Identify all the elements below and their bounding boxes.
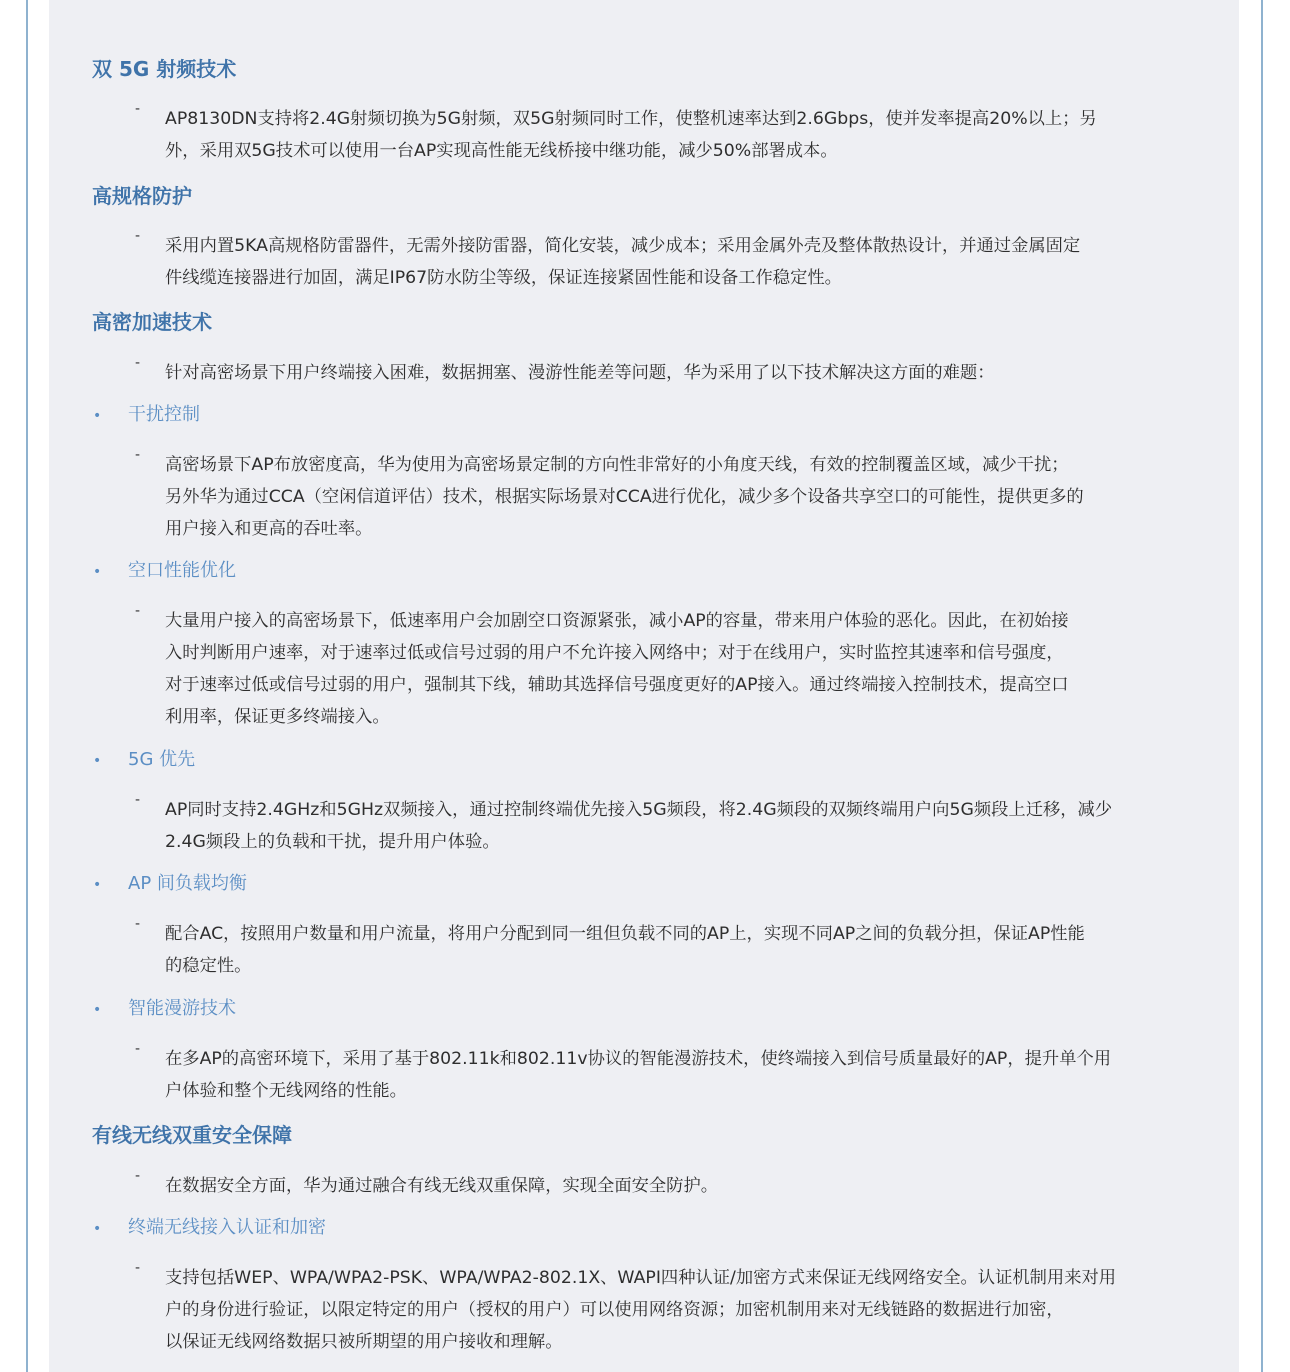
paragraph-line: 高密场景下AP布放密度高，华为使用为高密场景定制的方向性非常好的小角度天线，有效的控制覆盖区域，减少干扰； — [165, 455, 1069, 475]
bullet-label: 智能漫游技术 — [128, 998, 236, 1019]
paragraph-line: 支持包括WEP、WPA/WPA2-PSK、WPA/WPA2-802.1X、WAPI四种认证/加密方式来保证无线网络安全。认证机制用来对用 — [165, 1268, 1117, 1288]
dash-marker: - — [135, 1041, 141, 1057]
article-content — [49, 0, 1239, 1372]
paragraph-text — [165, 357, 1205, 389]
dash-marker: - — [135, 355, 141, 371]
dash-marker: - — [135, 101, 141, 117]
paragraph-line: 对于速率过低或信号过弱的用户，强制其下线，辅助其选择信号强度更好的AP接入。通过终端接入控制技术，提高空口 — [165, 675, 1069, 695]
paragraph-text — [165, 1262, 1205, 1358]
bullet-dot-icon: • — [93, 1221, 102, 1237]
bullet-label: 干扰控制 — [128, 404, 200, 425]
left-border-line — [26, 0, 28, 1372]
paragraph-line: 用户接入和更高的吞吐率。 — [165, 519, 373, 539]
bullet-dot-icon: • — [93, 408, 102, 424]
paragraph-line: AP8130DN支持将2.4G射频切换为5G射频，双5G射频同时工作，使整机速率达到2.6Gbps，使并发率提高20%以上；另 — [165, 109, 1097, 129]
dash-marker: - — [135, 603, 141, 619]
bullet-dot-icon: • — [93, 564, 102, 580]
paragraph-line: 户体验和整个无线网络的性能。 — [165, 1081, 407, 1101]
bullet-dot-icon: • — [93, 1002, 102, 1018]
paragraph-text — [165, 605, 1205, 733]
paragraph-line: 外，采用双5G技术可以使用一台AP实现高性能无线桥接中继功能，减少50%部署成本。 — [165, 141, 838, 161]
paragraph-line: 针对高密场景下用户终端接入困难，数据拥塞、漫游性能差等问题，华为采用了以下技术解决这方面的难题： — [165, 363, 995, 383]
content-panel — [49, 0, 1239, 1372]
dash-marker: - — [135, 1168, 141, 1184]
paragraph-line: 利用率，保证更多终端接入。 — [165, 707, 390, 727]
paragraph-text — [165, 794, 1205, 858]
paragraph-text — [165, 918, 1205, 982]
paragraph-line: 大量用户接入的高密场景下，低速率用户会加剧空口资源紧张，减小AP的容量，带来用户体验的恶化。因此，在初始接 — [165, 611, 1069, 631]
paragraph-text — [165, 1170, 1205, 1202]
bullet-label: 终端无线接入认证和加密 — [128, 1217, 326, 1238]
paragraph-line: 采用内置5KA高规格防雷器件，无需外接防雷器，简化安装，减少成本；采用金属外壳及整体散热设计，并通过金属固定 — [165, 236, 1081, 256]
section-heading: 有线无线双重安全保障 — [92, 1123, 292, 1147]
paragraph-line: 2.4G频段上的负载和干扰，提升用户体验。 — [165, 832, 500, 852]
paragraph-text — [165, 449, 1205, 545]
dash-marker: - — [135, 447, 141, 463]
dash-marker: - — [135, 792, 141, 808]
dash-marker: - — [135, 228, 141, 244]
paragraph-line: 户的身份进行验证，以限定特定的用户（授权的用户）可以使用网络资源；加密机制用来对无线链路的数据进行加密， — [165, 1300, 1064, 1320]
bullet-dot-icon: • — [93, 753, 102, 769]
paragraph-line: 入时判断用户速率，对于速率过低或信号过弱的用户不允许接入网络中；对于在线用户，实时监控其速率和信号强度， — [165, 643, 1064, 663]
paragraph-line: 在多AP的高密环境下，采用了基于802.11k和802.11v协议的智能漫游技术，使终端接入到信号质量最好的AP，提升单个用 — [165, 1049, 1112, 1069]
section-heading: 高规格防护 — [92, 184, 192, 208]
bullet-dot-icon: • — [93, 877, 102, 893]
paragraph-line: 以保证无线网络数据只被所期望的用户接收和理解。 — [165, 1332, 563, 1352]
paragraph-text — [165, 103, 1205, 167]
paragraph-line: AP同时支持2.4GHz和5GHz双频接入，通过控制终端优先接入5G频段，将2.4G频段的双频终端用户向5G频段上迁移，减少 — [165, 800, 1113, 820]
dash-marker: - — [135, 1260, 141, 1276]
section-heading: 双 5G 射频技术 — [92, 57, 237, 81]
bullet-label: 5G 优先 — [128, 749, 196, 770]
bullet-label: 空口性能优化 — [128, 560, 236, 581]
paragraph-line: 在数据安全方面，华为通过融合有线无线双重保障，实现全面安全防护。 — [165, 1176, 719, 1196]
paragraph-line: 的稳定性。 — [165, 956, 252, 976]
section-heading: 高密加速技术 — [92, 310, 212, 334]
paragraph-line: 另外华为通过CCA（空闲信道评估）技术，根据实际场景对CCA进行优化，减少多个设备共享空口的可能性，提供更多的 — [165, 487, 1084, 507]
paragraph-text — [165, 1043, 1205, 1107]
paragraph-line: 件线缆连接器进行加固，满足IP67防水防尘等级，保证连接紧固性能和设备工作稳定性。 — [165, 268, 842, 288]
paragraph-line: 配合AC，按照用户数量和用户流量，将用户分配到同一组但负载不同的AP上，实现不同AP之间的负载分担，保证AP性能 — [165, 924, 1085, 944]
paragraph-text — [165, 230, 1205, 294]
right-border-line — [1261, 0, 1263, 1372]
bullet-label: AP 间负载均衡 — [128, 873, 247, 894]
dash-marker: - — [135, 916, 141, 932]
